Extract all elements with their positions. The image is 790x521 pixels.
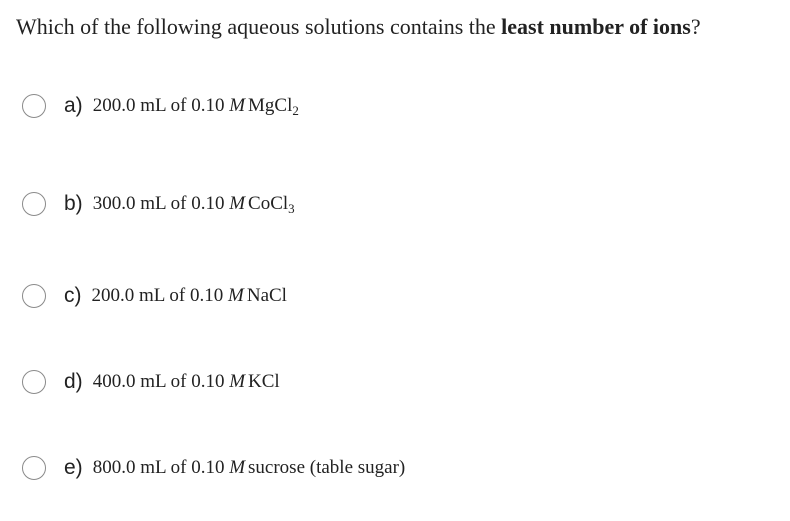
option-letter-c: c) — [64, 284, 82, 307]
question-suffix: ? — [690, 14, 701, 39]
question-emphasis: least number of ions — [501, 14, 691, 39]
question-prefix: Which of the following aqueous solutions contains the — [16, 14, 502, 39]
option-letter-e: e) — [64, 456, 83, 479]
radio-button-b[interactable] — [22, 192, 46, 216]
radio-button-a[interactable] — [22, 94, 46, 118]
option-text-d: 400.0 mL of 0.10 M KCl — [92, 371, 280, 392]
radio-button-d[interactable] — [22, 370, 46, 394]
option-c[interactable] — [22, 281, 287, 311]
option-text-b: 300.0 mL of 0.10 M CoCl$_3$ — [92, 193, 295, 216]
question-text — [16, 12, 701, 42]
option-letter-b: b) — [64, 192, 83, 215]
option-letter-d: d) — [64, 370, 83, 393]
option-letter-a: a) — [64, 94, 83, 117]
option-b[interactable] — [22, 189, 295, 219]
option-text-a: 200.0 mL of 0.10 M MgCl$_2$ — [92, 95, 299, 118]
option-text-e: 800.0 mL of 0.10 M sucrose (table sugar) — [92, 457, 406, 478]
option-text-c: 200.0 mL of 0.10 M NaCl — [91, 285, 287, 306]
option-a[interactable] — [22, 91, 299, 121]
option-e[interactable] — [22, 453, 405, 483]
option-d[interactable] — [22, 367, 280, 397]
radio-button-e[interactable] — [22, 456, 46, 480]
radio-button-c[interactable] — [22, 284, 46, 308]
